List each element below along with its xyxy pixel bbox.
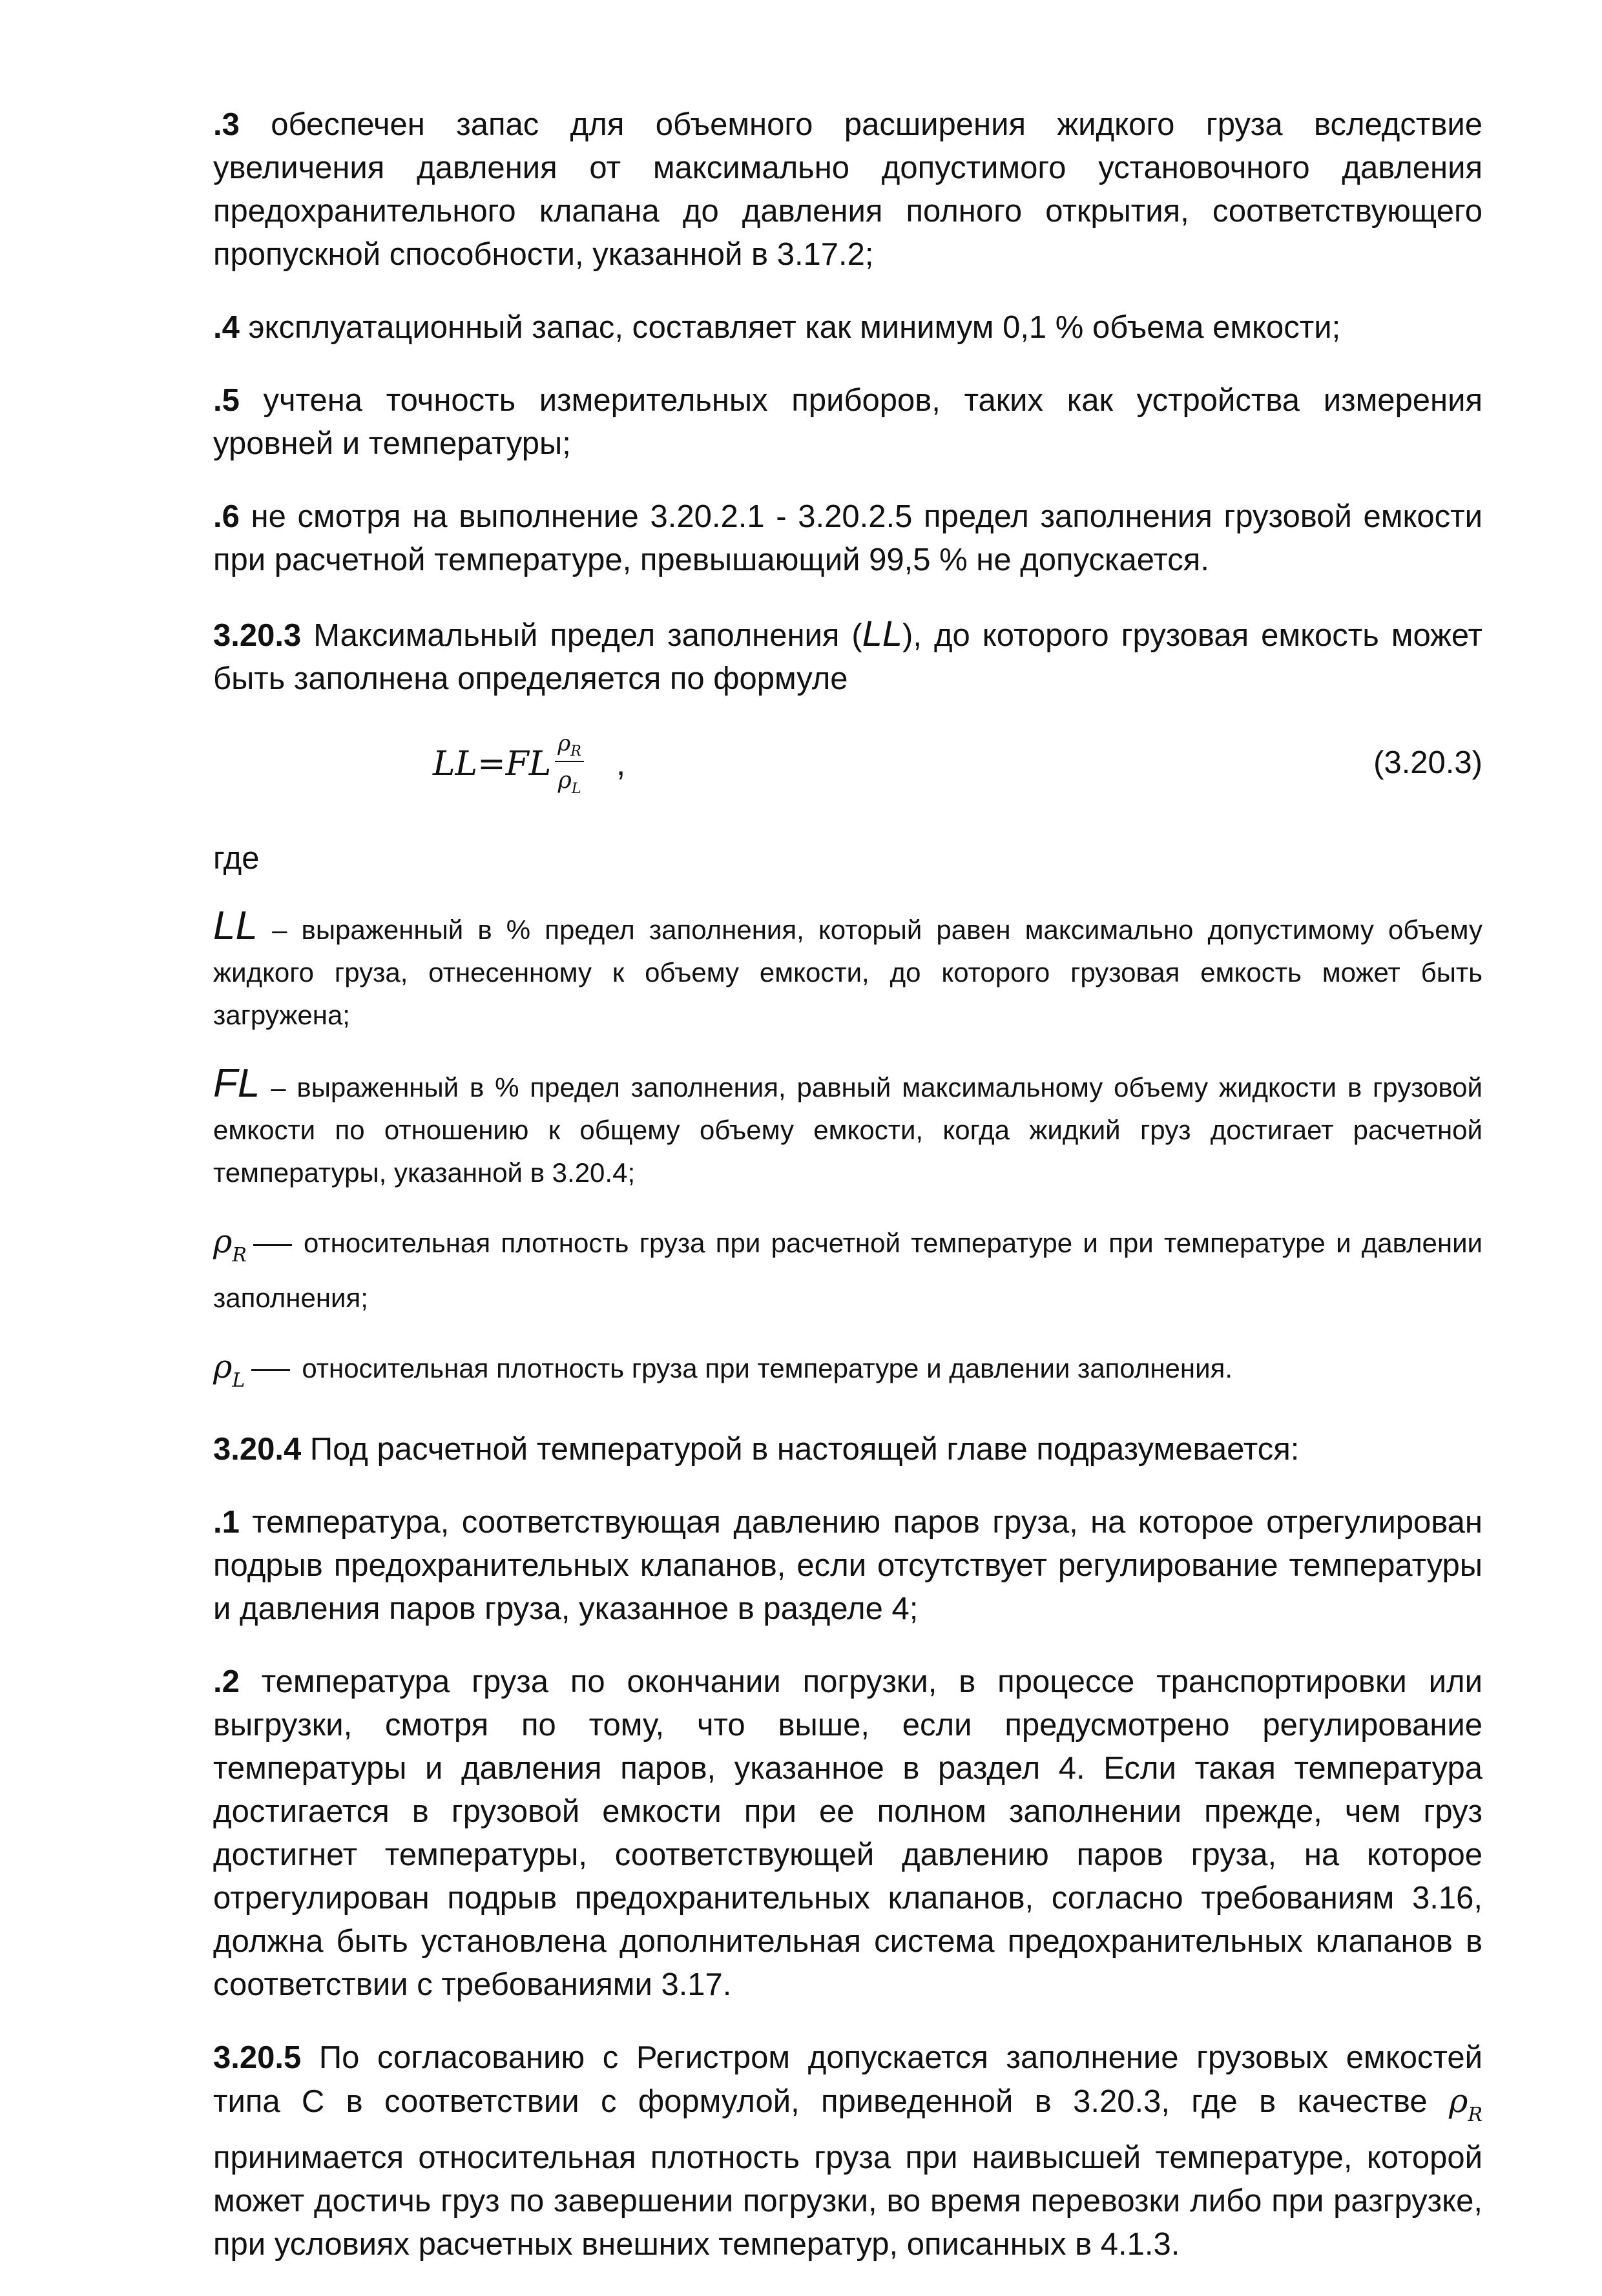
ll-symbol: LL (862, 613, 903, 654)
item-6 (213, 495, 1482, 582)
definition-text: относительная плотность груза при температуре и давлении заполнения. (302, 1353, 1233, 1383)
definition-symbol: $\rho_L$ (213, 1348, 245, 1392)
formula-lhs: LL (433, 744, 478, 783)
section-number: 3.20.5 (213, 2040, 302, 2075)
item-text: не смотря на выполнение 3.20.2.1 - 3.20.2.5 предел заполнения грузовой емкости при расчетной температуре, превышающий 99,5 % не допускается. (213, 499, 1482, 577)
definition-rho-l (213, 1345, 1482, 1402)
section-text-b: принимается относительная плотность груза при наивысшей температуре, которой может достичь груз по завершении погрузки, во время перевозки либо при разгрузке, при условиях расчетных внешних температур, описанных в 4.1.3. (213, 2140, 1482, 2262)
section-text: Под расчетной температурой в настоящей главе подразумевается: (301, 1432, 1300, 1467)
item-text: температура груза по окончании погрузки, в процессе транспортировки или выгрузки, смотря по тому, что выше, если предусмотрено регулирование температуры и давления паров, указанное в раздел 4. Если такая температура достигается в грузовой емкости при ее полном заполнении прежде, чем груз достигнет температуры, соответствующей давлению паров груза, на которое отрегулирован подрыв предохранительных клапанов, согласно требованиям 3.16, должна быть установлена дополнительная система предохранительных клапанов в соответствии с требованиями 3.17. (213, 1664, 1482, 2002)
section-3-20-3 (213, 612, 1482, 701)
item-number: .1 (213, 1505, 240, 1540)
fraction-numerator: $\rho_R$ (555, 730, 584, 762)
formula-comma: , (616, 745, 626, 783)
item-3-20-4-2 (213, 1660, 1482, 2007)
item-4 (213, 306, 1482, 349)
item-number: .6 (213, 499, 240, 534)
item-3 (213, 103, 1482, 276)
section-3-20-5 (213, 2036, 1482, 2266)
formula-fraction (555, 730, 584, 797)
section-number: 3.20.3 (213, 618, 302, 653)
item-number: .5 (213, 383, 240, 418)
where-label: где (213, 841, 260, 876)
item-5 (213, 379, 1482, 466)
definition-rho-r (213, 1220, 1482, 1319)
formula-block (213, 730, 1482, 808)
definition-symbol: $\rho_R$ (213, 1223, 247, 1267)
definition-symbol: FL (213, 1061, 260, 1106)
item-number: .2 (213, 1664, 240, 1699)
fraction-denominator: $\rho_L$ (557, 767, 581, 797)
document-page (213, 103, 1482, 2296)
equation-number: (3.20.3) (1373, 745, 1482, 780)
item-text: температура, соответствующая давлению паров груза, на которое отрегулирован подрыв предохранительных клапанов, если отсутствует регулирование температуры и давления паров груза, указанное в разделе 4; (213, 1505, 1482, 1626)
item-text: обеспечен запас для объемного расширения жидкого груза вследствие увеличения давления от максимально допустимого установочного давления предохранительного клапана до давления полного открытия, соответствующего пропускной способности, указанной в 3.17.2; (213, 107, 1482, 272)
definition-ll (213, 905, 1482, 1037)
section-text-a: По согласованию с Регистром допускается заполнение грузовых емкостей типа С в соответствии с формулой, приведенной в 3.20.3, где в качестве (213, 2040, 1482, 2119)
formula-equals: = (477, 744, 506, 783)
em-dash (251, 1369, 290, 1371)
em-dash (253, 1244, 292, 1246)
item-text: учтена точность измерительных приборов, таких как устройства измерения уровней и температуры; (213, 383, 1482, 461)
section-text-a: Максимальный предел заполнения ( (301, 618, 862, 653)
item-text: эксплуатационный запас, составляет как минимум 0,1 % объема емкости; (239, 310, 1341, 345)
formula (433, 730, 625, 797)
definition-symbol: LL (213, 904, 258, 948)
item-3-20-4-1 (213, 1501, 1482, 1631)
formula-fl: FL (505, 744, 552, 783)
definition-text: – выраженный в % предел заполнения, который равен максимально допустимому объему жидкого груза, отнесенному к объему емкости, до которого грузовая емкость может быть загружена; (213, 915, 1482, 1030)
rho-r-symbol: $\rho_R$ (1449, 2082, 1482, 2126)
definition-fl (213, 1062, 1482, 1194)
section-number: 3.20.4 (213, 1432, 302, 1467)
definition-text: относительная плотность груза при расчетной температуре и при температуре и давлении заполнения; (213, 1228, 1482, 1313)
definition-text: – выраженный в % предел заполнения, равный максимальному объему жидкости в грузовой емкости по отношению к общему объему емкости, когда жидкий груз достигает расчетной температуры, указанной в 3.20.4; (213, 1072, 1482, 1188)
section-text-b: ), до которого грузовая емкость может быть заполнена определяется по формуле (213, 618, 1482, 696)
section-3-20-4 (213, 1428, 1482, 1471)
item-number: .4 (213, 310, 240, 345)
item-number: .3 (213, 107, 240, 142)
